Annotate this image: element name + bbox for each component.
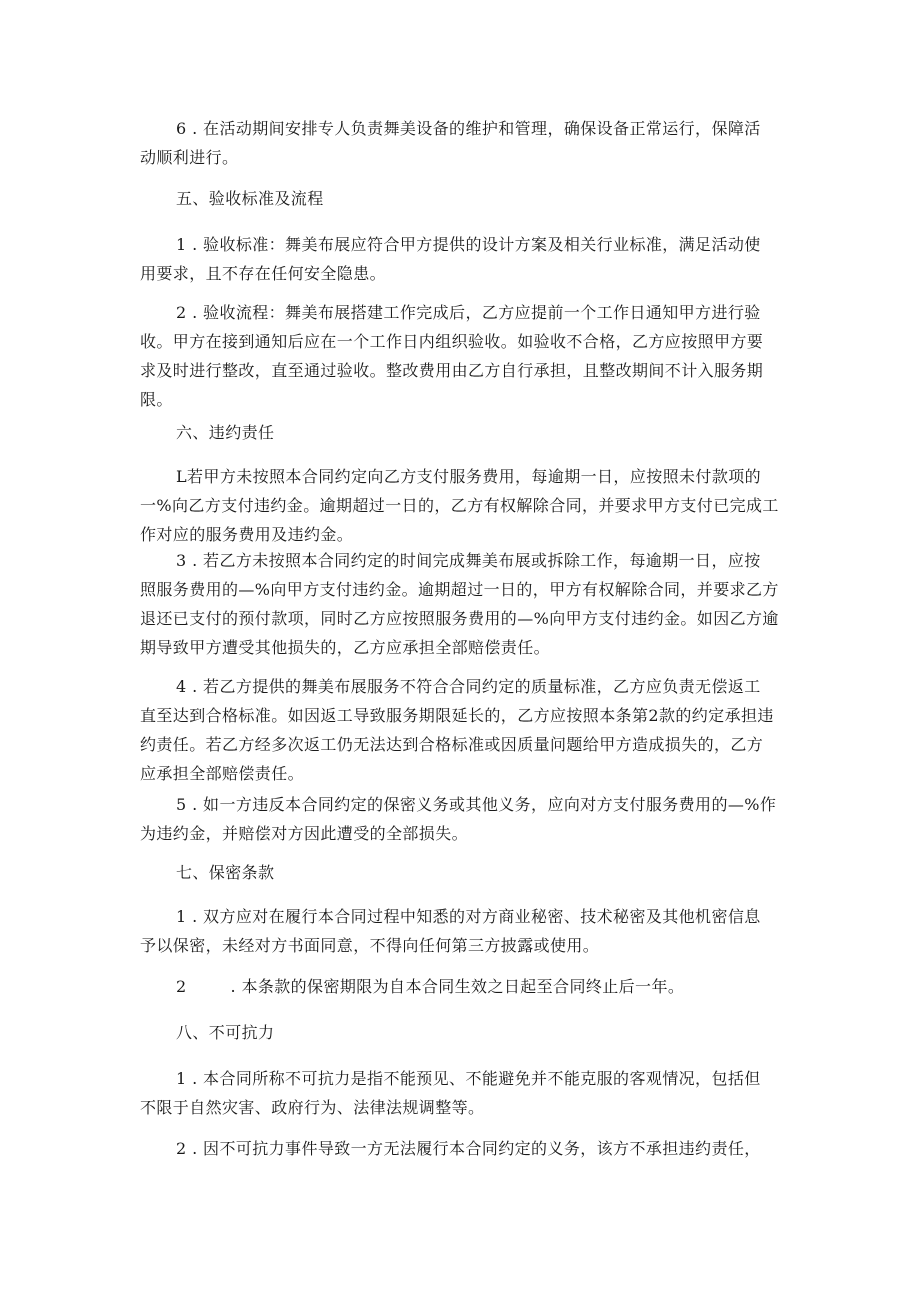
- text-line: 一%向乙方支付违约金。逾期超过一日的，乙方有权解除合同，并要求甲方支付已完成工: [140, 496, 779, 515]
- text-line: 1 . 双方应对在履行本合同过程中知悉的对方商业秘密、技术秘密及其他机密信息: [176, 907, 761, 926]
- text-line: 应承担全部赔偿责任。: [140, 764, 305, 783]
- text-line: 用要求，且不存在任何安全隐患。: [140, 264, 387, 283]
- paragraph-6-1: [140, 462, 785, 549]
- text-line: L若甲方未按照本合同约定向乙方支付服务费用，每逾期一日，应按照未付款项的: [176, 467, 762, 486]
- paragraph-6-4: [140, 672, 785, 788]
- text-line: 求及时进行整改，直至通过验收。整改费用由乙方自行承担，且整改期间不计入服务期: [140, 361, 764, 380]
- paragraph-6-maintenance: [140, 114, 785, 172]
- text-line: 为违约金，并赔偿对方因此遭受的全部损失。: [140, 824, 469, 843]
- section-heading-5: 五、验收标准及流程: [176, 189, 324, 208]
- text-line: 约责任。若乙方经多次返工仍无法达到合格标准或因质量问题给甲方造成损失的，乙方: [140, 735, 764, 754]
- text-line: 2 . 本条款的保密期限为自本合同生效之日起至合同终止后一年。: [176, 977, 685, 996]
- text-line: 6 . 在活动期间安排专人负责舞美设备的维护和管理，确保设备正常运行，保障活: [176, 119, 761, 138]
- paragraph-6-5: [140, 790, 785, 848]
- paragraph-7-2: [140, 972, 785, 1001]
- text-line: 收。甲方在接到通知后应在一个工作日内组织验收。如验收不合格，乙方应按照甲方要: [140, 332, 764, 351]
- text-line: 退还已支付的预付款项，同时乙方应按照服务费用的—%向甲方支付违约金。如因乙方逾: [140, 609, 779, 628]
- section-heading-6: 六、违约责任: [176, 423, 275, 442]
- paragraph-8-2: [140, 1134, 785, 1163]
- text-line: 予以保密，未经对方书面同意，不得向任何第三方披露或使用。: [140, 936, 600, 955]
- text-line: 照服务费用的—%向甲方支付违约金。逾期超过一日的，甲方有权解除合同，并要求乙方: [140, 580, 779, 599]
- paragraph-6-3: [140, 546, 785, 662]
- text-line: 3 . 若乙方未按照本合同约定的时间完成舞美布展或拆除工作，每逾期一日，应按: [176, 551, 761, 570]
- section-heading-7: 七、保密条款: [176, 863, 275, 882]
- paragraph-7-1: [140, 902, 785, 960]
- text-line: 期导致甲方遭受其他损失的，乙方应承担全部赔偿责任。: [140, 638, 551, 657]
- text-line: 直至达到合格标准。如因返工导致服务期限延长的，乙方应按照本条第2款的约定承担违: [140, 706, 774, 725]
- text-line: 作对应的服务费用及违约金。: [140, 525, 354, 544]
- text-line: 1 . 本合同所称不可抗力是指不能预见、不能避免并不能克服的客观情况，包括但: [176, 1069, 761, 1088]
- text-line: 5 . 如一方违反本合同约定的保密义务或其他义务，应向对方支付服务费用的—%作: [176, 795, 777, 814]
- text-line: 2 . 验收流程：舞美布展搭建工作完成后，乙方应提前一个工作日通知甲方进行验: [176, 303, 761, 322]
- section-heading-8: 八、不可抗力: [176, 1023, 275, 1042]
- text-line: 2 . 因不可抗力事件导致一方无法履行本合同约定的义务，该方不承担违约责任，: [176, 1139, 761, 1158]
- text-line: 不限于自然灾害、政府行为、法律法规调整等。: [140, 1098, 485, 1117]
- text-line: 动顺利进行。: [140, 148, 239, 167]
- paragraph-5-1: [140, 230, 785, 288]
- text-line: 限。: [140, 390, 173, 409]
- paragraph-5-2: [140, 298, 785, 414]
- text-line: 4 . 若乙方提供的舞美布展服务不符合合同约定的质量标准，乙方应负责无偿返工: [176, 677, 761, 696]
- text-line: 1 . 验收标准：舞美布展应符合甲方提供的设计方案及相关行业标准，满足活动使: [176, 235, 761, 254]
- paragraph-8-1: [140, 1064, 785, 1122]
